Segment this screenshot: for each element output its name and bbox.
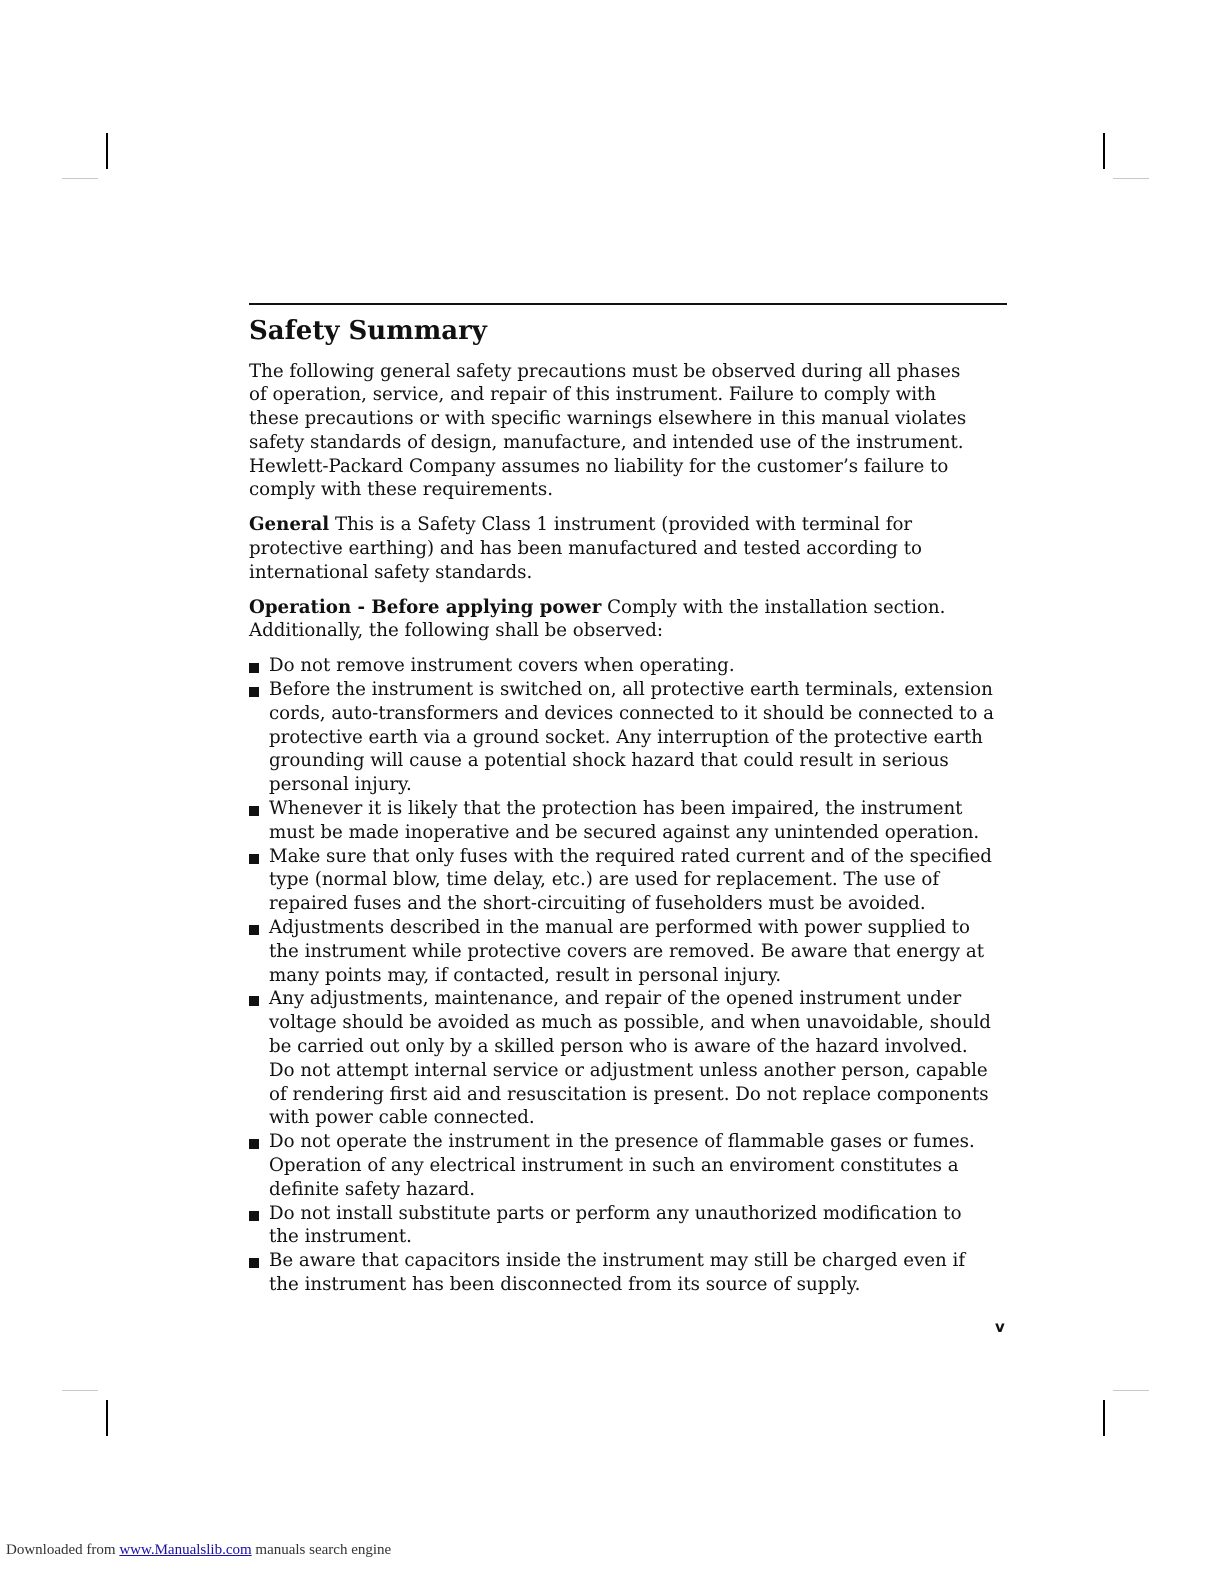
general-text: This is a Safety Class 1 instrument (provided with terminal for — [329, 514, 913, 536]
list-item — [249, 987, 1007, 1130]
list-item-line: be carried out only by a skilled person who is aware of the hazard involved. — [269, 1036, 968, 1058]
list-item-line: with power cable connected. — [269, 1107, 535, 1129]
list-item-line: type (normal blow, time delay, etc.) are used for replacement. The use of — [269, 869, 940, 891]
section-rule — [249, 303, 1007, 305]
general-line: international safety standards. — [249, 561, 533, 583]
bullet-square-icon — [249, 1139, 259, 1149]
bullet-square-icon — [249, 925, 259, 935]
list-item — [249, 797, 1007, 845]
list-item-line: the instrument has been disconnected from its source of supply. — [269, 1273, 861, 1295]
download-footer — [6, 1542, 391, 1559]
intro-line: Hewlett-Packard Company assumes no liability for the customer’s failure to — [249, 455, 949, 477]
list-item-line: Whenever it is likely that the protection has been impaired, the instrument — [269, 798, 963, 820]
crop-mark-top-right-h — [1113, 178, 1149, 179]
list-item-line: Make sure that only fuses with the required rated current and of the specified — [269, 845, 992, 867]
operation-line: Additionally, the following shall be observed: — [249, 620, 663, 642]
crop-mark-top-left — [106, 133, 108, 169]
general-line: protective earthing) and has been manufactured and tested according to — [249, 538, 922, 560]
crop-mark-bottom-left — [106, 1400, 108, 1436]
list-item-line: personal injury. — [269, 774, 412, 796]
precautions-list — [249, 654, 1007, 1297]
list-item — [249, 916, 1007, 987]
bullet-square-icon — [249, 854, 259, 864]
crop-mark-bottom-right-h — [1113, 1390, 1149, 1391]
bullet-square-icon — [249, 663, 259, 673]
list-item-line: grounding will cause a potential shock hazard that could result in serious — [269, 750, 949, 772]
list-item-line: protective earth via a ground socket. Any interruption of the protective earth — [269, 726, 983, 748]
list-item-line: many points may, if contacted, result in personal injury. — [269, 964, 782, 986]
footer-suffix: manuals search engine — [251, 1542, 392, 1558]
operation-line — [249, 596, 1007, 620]
list-item-line: Any adjustments, maintenance, and repair of the opened instrument under — [269, 988, 962, 1010]
bullet-square-icon — [249, 687, 259, 697]
crop-mark-bottom-left-h — [62, 1390, 98, 1391]
crop-mark-top-left-h — [62, 178, 98, 179]
intro-line: safety standards of design, manufacture, and intended use of the instrument. — [249, 431, 964, 453]
list-item-line: Before the instrument is switched on, all protective earth terminals, extension — [269, 679, 993, 701]
list-item-line: the instrument. — [269, 1226, 412, 1248]
bullet-square-icon — [249, 1211, 259, 1221]
intro-line: of operation, service, and repair of this instrument. Failure to comply with — [249, 384, 937, 406]
intro-line: these precautions or with specific warnings elsewhere in this manual violates — [249, 408, 967, 430]
general-paragraph — [249, 513, 1007, 584]
list-item-line: Operation of any electrical instrument in such an enviroment constitutes a — [269, 1155, 959, 1176]
intro-line: The following general safety precautions must be observed during all phases — [249, 360, 961, 382]
list-item-line: Do not install substitute parts or perform any unauthorized modification to — [269, 1202, 962, 1224]
list-item-line: Do not attempt internal service or adjustment unless another person, capable — [269, 1059, 988, 1081]
bullet-square-icon — [249, 996, 259, 1006]
general-label: General — [249, 514, 330, 536]
crop-mark-bottom-right — [1103, 1400, 1105, 1436]
list-item-line: voltage should be avoided as much as possible, and when unavoidable, should — [269, 1012, 991, 1034]
operation-paragraph — [249, 596, 1007, 644]
safety-summary-section — [249, 303, 1007, 1297]
page-title: Safety Summary — [249, 315, 487, 346]
list-item — [249, 654, 1007, 678]
list-item-line: Adjustments described in the manual are performed with power supplied to — [269, 917, 971, 939]
list-item-line: cords, auto-transformers and devices connected to it should be connected to a — [269, 702, 994, 724]
manualslib-link[interactable]: www.Manualslib.com — [119, 1542, 252, 1558]
list-item-line: definite safety hazard. — [269, 1178, 476, 1200]
crop-mark-top-right — [1103, 133, 1105, 169]
intro-line: comply with these requirements. — [249, 479, 553, 501]
list-item-line: repaired fuses and the short-circuiting of fuseholders must be avoided. — [269, 893, 926, 915]
footer-prefix: Downloaded from — [6, 1542, 120, 1558]
list-item — [249, 1202, 1007, 1250]
list-item-line: Do not remove instrument covers when operating. — [269, 655, 735, 677]
operation-text: Comply with the installation section. — [601, 596, 946, 618]
list-item-line: must be made inoperative and be secured against any unintended operation. — [269, 821, 980, 843]
list-item — [249, 845, 1007, 916]
list-item-line: of rendering first aid and resuscitation is present. Do not replace components — [269, 1083, 989, 1105]
list-item — [249, 1249, 1007, 1297]
list-item-line: Do not operate the instrument in the presence of flammable gases or fumes. — [269, 1131, 975, 1153]
operation-label: Operation - Before applying power — [249, 596, 602, 618]
bullet-square-icon — [249, 1258, 259, 1268]
general-line — [249, 513, 1007, 537]
list-item-line: Be aware that capacitors inside the instrument may still be charged even if — [269, 1250, 966, 1272]
intro-paragraph — [249, 360, 1007, 503]
list-item — [249, 678, 1007, 797]
list-item — [249, 1130, 1007, 1201]
page-number: v — [995, 1318, 1005, 1336]
bullet-square-icon — [249, 806, 259, 816]
list-item-line: the instrument while protective covers are removed. Be aware that energy at — [269, 940, 985, 962]
